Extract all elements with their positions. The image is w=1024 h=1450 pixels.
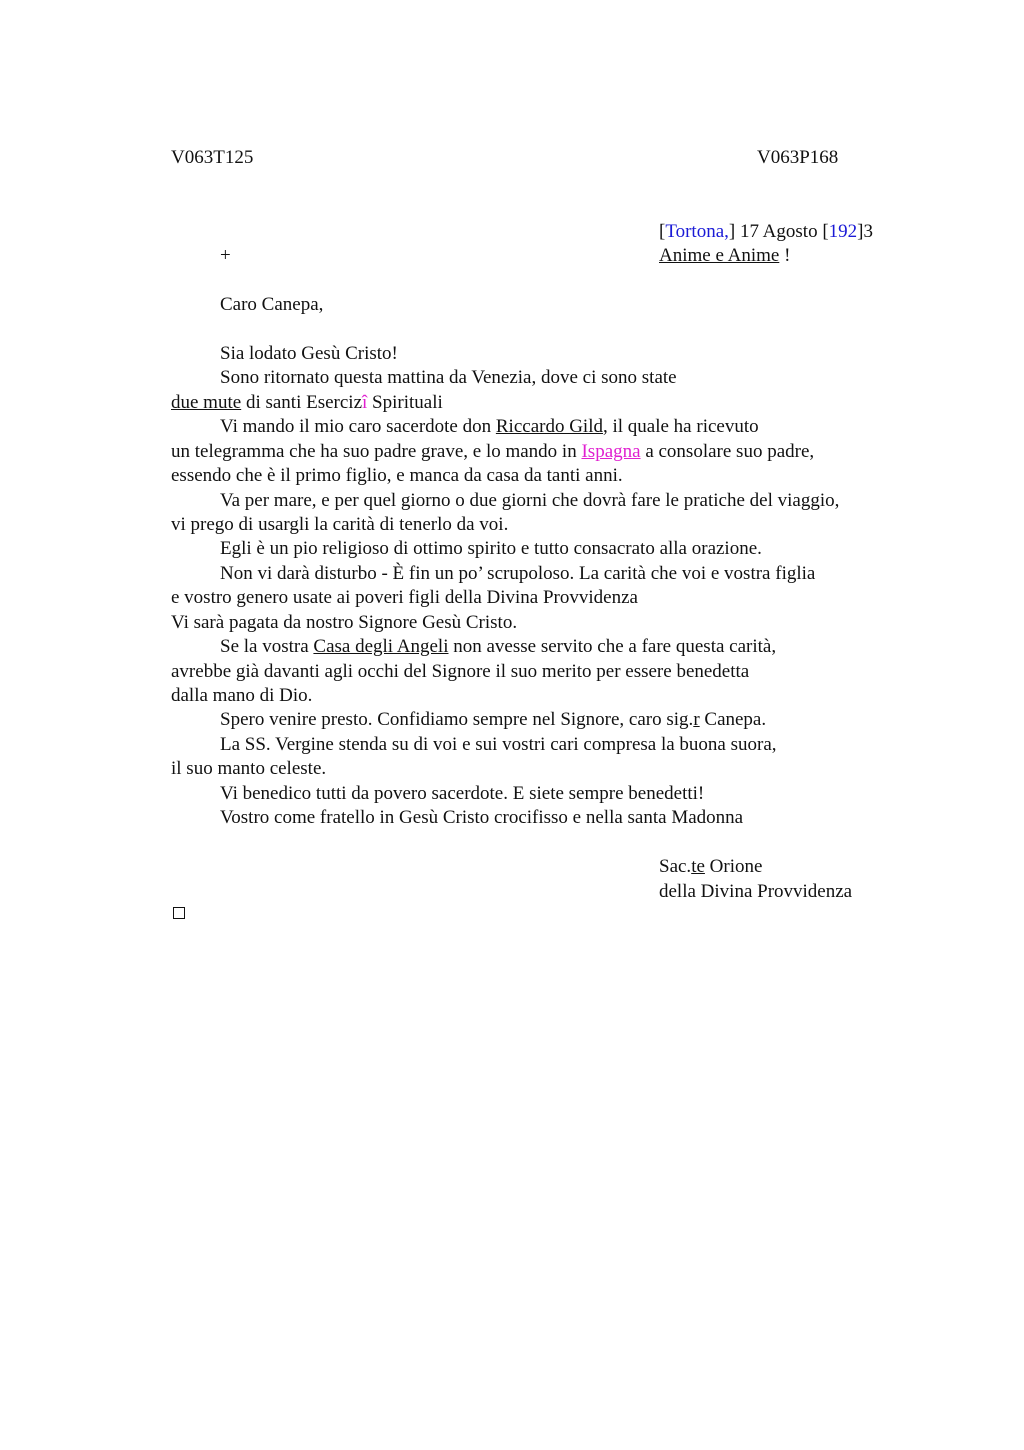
body-line	[220, 415, 759, 439]
body-line: il suo manto celeste.	[171, 758, 327, 779]
motto	[659, 244, 790, 268]
body-line: vi prego di usargli la carità di tenerlo da voi.	[171, 514, 509, 535]
body-line: e vostro genero usate ai poveri figli della Divina Provvidenza	[171, 587, 638, 608]
bracket: [	[822, 221, 829, 242]
text-run: Sac.	[659, 856, 692, 877]
text-run: Orione	[704, 856, 763, 877]
motto-tail: !	[779, 245, 791, 266]
text-run: un telegramma che ha suo padre grave, e lo mando in	[171, 441, 582, 462]
year-part: 192	[828, 221, 858, 242]
body-line	[171, 391, 443, 415]
dateline	[659, 220, 873, 244]
body-line	[220, 708, 766, 732]
underlined-name: Casa degli Angeli	[313, 636, 449, 657]
highlighted-char: î	[362, 392, 368, 413]
year-end: ]3	[857, 221, 873, 242]
bracket: [	[659, 221, 666, 242]
document-code-left: V063T125	[171, 147, 254, 168]
body-line: Egli è un pio religioso di ottimo spirito e tutto consacrato alla orazione.	[220, 538, 762, 559]
body-line: dalla mano di Dio.	[171, 685, 313, 706]
underlined-name: Riccardo Gild	[495, 416, 603, 437]
body-line	[171, 440, 814, 464]
text-run: Se la vostra	[220, 636, 314, 657]
end-marker-box-icon	[173, 907, 185, 919]
highlighted-place: Ispagna	[581, 441, 641, 462]
underlined-text: te	[691, 856, 705, 877]
body-line: La SS. Vergine stenda su di voi e sui vostri cari compresa la buona suora,	[220, 734, 777, 755]
body-line: Vi benedico tutti da povero sacerdote. E siete sempre benedetti!	[220, 783, 705, 804]
cross-symbol: +	[220, 245, 231, 266]
text-run: non avesse servito che a fare questa carità,	[448, 636, 777, 657]
body-line: avrebbe già davanti agli occhi del Signore il suo merito per essere benedetta	[171, 661, 750, 682]
underlined-text: due mute	[171, 392, 242, 413]
salutation: Caro Canepa,	[220, 294, 324, 315]
underlined-text: r	[693, 709, 700, 730]
body-line	[220, 635, 776, 659]
bracket: ]	[728, 221, 736, 242]
text-run: , il quale ha ricevuto	[602, 416, 759, 437]
body-line: Non vi darà disturbo - È fin un po’ scrupoloso. La carità che voi e vostra figlia	[220, 563, 816, 584]
text-run: di santi Eserciz	[241, 392, 363, 413]
text-run: Spirituali	[367, 392, 443, 413]
signature-line: della Divina Provvidenza	[659, 881, 853, 902]
date-text: 17 Agosto	[735, 221, 823, 242]
body-line: Va per mare, e per quel giorno o due giorni che dovrà fare le pratiche del viaggio,	[220, 490, 840, 511]
place-name: Tortona,	[665, 221, 729, 242]
signature-line	[659, 855, 762, 879]
body-line: Vi sarà pagata da nostro Signore Gesù Cristo.	[171, 612, 518, 633]
motto-underlined: Anime e Anime	[659, 245, 780, 266]
text-run: Spero venire presto. Confidiamo sempre nel Signore, caro sig.	[220, 709, 694, 730]
text-run: a consolare suo padre,	[640, 441, 815, 462]
text-run: Canepa.	[699, 709, 767, 730]
body-line: Sono ritornato questa mattina da Venezia, dove ci sono state	[220, 367, 677, 388]
body-line: Sia lodato Gesù Cristo!	[220, 343, 398, 364]
body-line: Vostro come fratello in Gesù Cristo crocifisso e nella santa Madonna	[220, 807, 744, 828]
text-run: Vi mando il mio caro sacerdote don	[220, 416, 496, 437]
document-code-right: V063P168	[757, 147, 839, 168]
body-line: essendo che è il primo figlio, e manca da casa da tanti anni.	[171, 465, 623, 486]
